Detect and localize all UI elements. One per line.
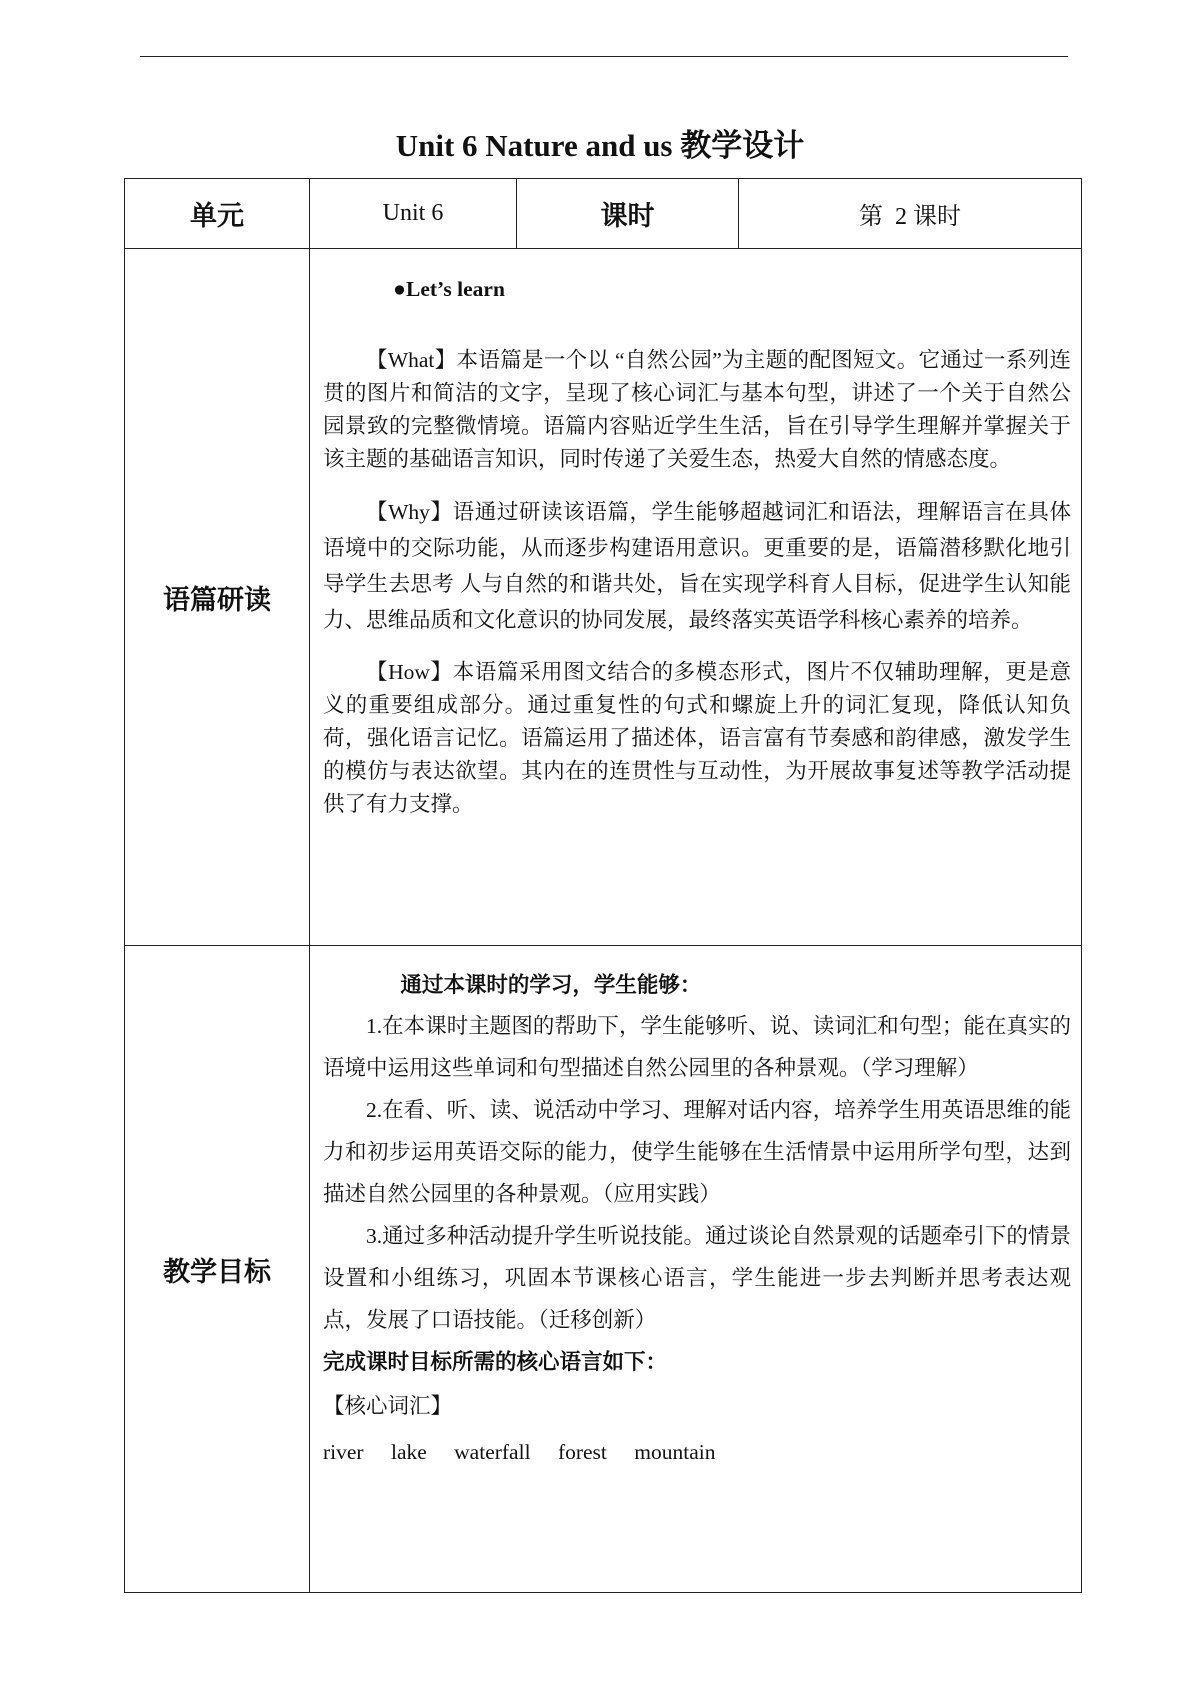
how-paragraph: 【How】本语篇采用图文结合的多模态形式，图片不仅辅助理解，更是意义的重要组成部分。通过重复性的句式和螺旋上升的词汇复现，降低认知负荷，强化语言记忆。语篇运用了描述体，语言富有节奏感和韵律感，激发学生的模仿与表达欲望。其内在的连贯性与互动性，为开展故事复述等教学活动提供了有力支撑。 [323, 660, 1071, 816]
what-paragraph: 【What】本语篇是一个以 “自然公园”为主题的配图短文。它通过一系列连贯的图片和简洁的文字，呈现了核心词汇与基本句型，讲述了一个关于自然公园景致的完整微情境。语篇内容贴近学生生活，旨在引导学生理解并掌握关于该主题的基础语言知识，同时传递了关爱生态，热爱大自然的情感态度。 [323, 348, 1071, 471]
vocab-heading: 【核心词汇】 [323, 1394, 453, 1418]
vocab-word: mountain [634, 1440, 716, 1464]
header-row [125, 179, 1082, 249]
why-paragraph: 【Why】语通过研读该语篇，学生能够超越词汇和语法，理解语言在具体语境中的交际功能，从而逐步构建语用意识。更重要的是，语篇潜移默化地引导学生去思考 人与自然的和谐共处，旨在实现学科育人目标，促进学生认知能力、思维品质和文化意识的协同发展，最终落实英语学科核心素养的培养。 [323, 500, 1071, 632]
unit-value: Unit 6 [310, 179, 517, 249]
goal-3: 3.通过多种活动提升学生听说技能。通过谈论自然景观的话题牵引下的情景设置和小组练习，巩固本节课核心语言，学生能进一步去判断并思考表达观点，发展了口语技能。（迁移创新） [323, 1224, 1071, 1332]
goal-2: 2.在看、听、读、说活动中学习、理解对话内容，培养学生用英语思维的能力和初步运用英语交际的能力，使学生能够在生活情景中运用所学句型，达到描述自然公园里的各种景观。（应用实践） [323, 1098, 1071, 1206]
lesson-plan-table [124, 178, 1082, 1593]
goals-row [125, 946, 1082, 1593]
header-rule [140, 56, 1068, 57]
core-language-heading: 完成课时目标所需的核心语言如下： [323, 1350, 668, 1374]
unit-label: 单元 [125, 179, 310, 249]
goals-intro: 通过本课时的学习，学生能够： [400, 973, 702, 997]
goals-section-content [310, 946, 1082, 1593]
vocab-word: river [323, 1440, 364, 1464]
vocab-list [323, 1429, 1071, 1475]
vocab-word: forest [557, 1440, 607, 1464]
document-title: Unit 6 Nature and us 教学设计 [395, 128, 805, 163]
vocab-word: waterfall [454, 1440, 531, 1464]
reading-row [125, 249, 1082, 946]
lesson-value: 第 2 课时 [739, 179, 1082, 249]
vocab-word: lake [390, 1440, 427, 1464]
lets-learn-heading: ●Let’s learn [393, 277, 505, 301]
reading-section-content [310, 249, 1082, 946]
reading-section-label: 语篇研读 [125, 249, 310, 946]
goal-1: 1.在本课时主题图的帮助下，学生能够听、说、读词汇和句型；能在真实的语境中运用这些单词和句型描述自然公园里的各种景观。（学习理解） [323, 1014, 1071, 1080]
lesson-label: 课时 [517, 179, 739, 249]
goals-section-label: 教学目标 [125, 946, 310, 1593]
